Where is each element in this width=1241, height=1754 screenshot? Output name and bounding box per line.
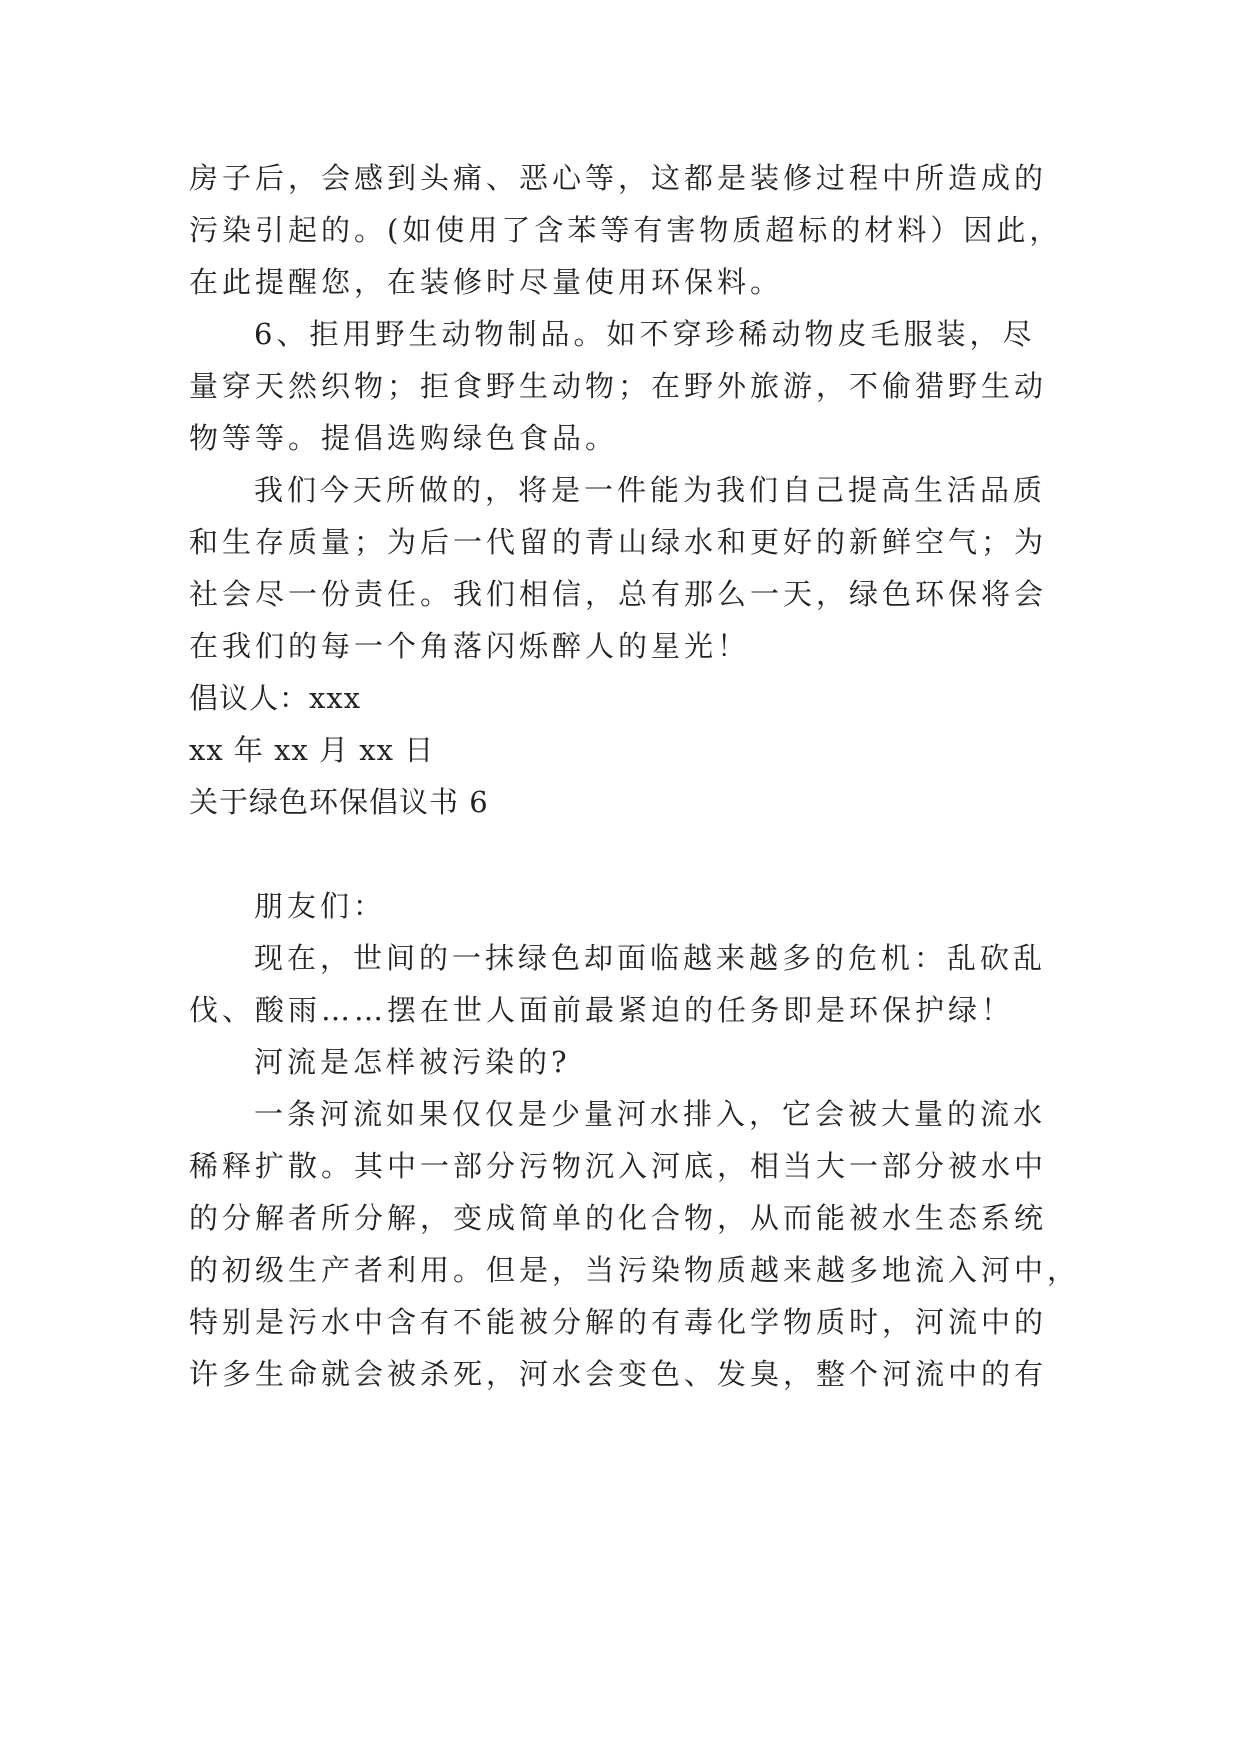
paragraph-line: 社会尽一份责任。我们相信，总有那么一天，绿色环保将会 — [189, 577, 1048, 611]
greeting-line: 朋友们： — [254, 889, 387, 923]
paragraph-line: 和生存质量；为后一代留的青山绿水和更好的新鲜空气；为 — [189, 525, 1048, 559]
paragraph-line: 伐、酸雨……摆在世人面前最紧迫的任务即是环保护绿！ — [189, 993, 1015, 1027]
paragraph-line: 的分解者所分解，变成简单的化合物，从而能被水生态系统 — [189, 1201, 1048, 1235]
paragraph-line: 一条河流如果仅仅是少量河水排入，它会被大量的流水 — [254, 1097, 1047, 1131]
paragraph-line: 量穿天然织物；拒食野生动物；在野外旅游，不偷猎野生动 — [189, 369, 1048, 403]
paragraph-line: 的初级生产者利用。但是，当污染物质越来越多地流入河中， — [189, 1253, 1081, 1287]
paragraph-line: 污染引起的。(如使用了含苯等有害物质超标的材料）因此， — [189, 213, 1063, 247]
section-title: 关于绿色环保倡议书 6 — [189, 785, 489, 819]
paragraph-line: 我们今天所做的，将是一件能为我们自己提高生活品质 — [254, 473, 1047, 507]
paragraph-line: 6、拒用野生动物制品。如不穿珍稀动物皮毛服装，尽 — [254, 317, 1036, 351]
paragraph-line: 稀释扩散。其中一部分污物沉入河底，相当大一部分被水中 — [189, 1149, 1048, 1183]
date-line: xx 年 xx 月 xx 日 — [189, 733, 435, 767]
paragraph-line: 在我们的每一个角落闪烁醉人的星光！ — [189, 629, 751, 663]
paragraph-line: 房子后，会感到头痛、恶心等，这都是装修过程中所造成的 — [189, 161, 1048, 195]
subheading-line: 河流是怎样被污染的? — [254, 1045, 571, 1079]
paragraph-line: 在此提醒您，在装修时尽量使用环保料。 — [189, 265, 784, 299]
paragraph-line: 特别是污水中含有不能被分解的有毒化学物质时，河流中的 — [189, 1305, 1048, 1339]
paragraph-line: 许多生命就会被杀死，河水会变色、发臭，整个河流中的有 — [189, 1357, 1048, 1391]
paragraph-line: 物等等。提倡选购绿色食品。 — [189, 421, 619, 455]
signature-line: 倡议人：xxx — [189, 681, 362, 715]
paragraph-line: 现在，世间的一抹绿色却面临越来越多的危机：乱砍乱 — [254, 941, 1047, 975]
